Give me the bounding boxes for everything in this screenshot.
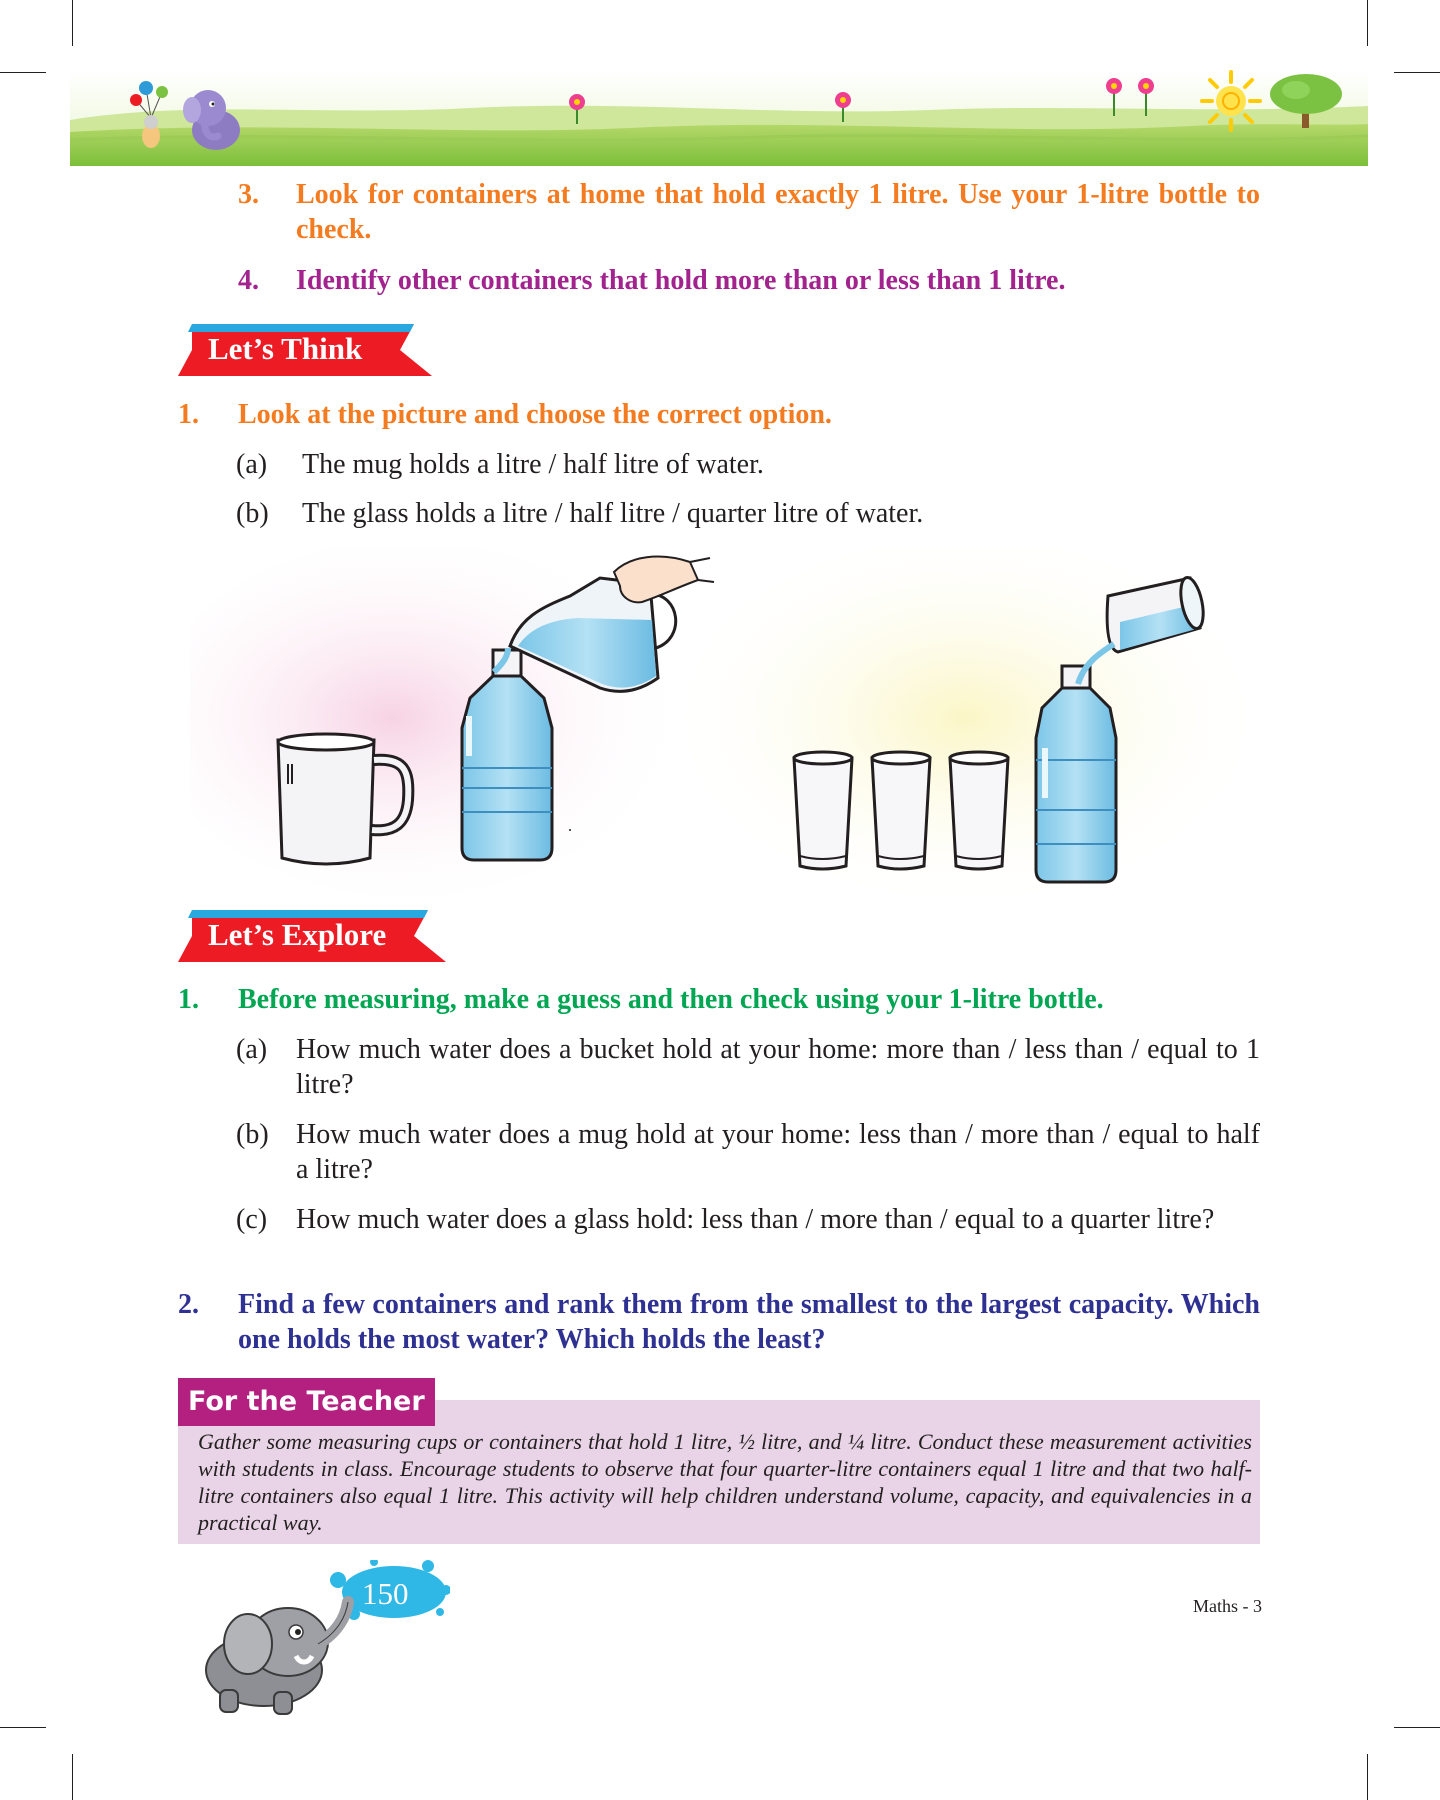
option-label: (c) xyxy=(236,1204,268,1235)
option-text: How much water does a glass hold: less than / more than / equal to a quarter litre? xyxy=(296,1204,1215,1235)
hand-icon xyxy=(614,557,714,603)
water-illustration xyxy=(190,548,1260,908)
crop-mark xyxy=(0,72,46,73)
question-text: Identify other containers that hold more than or less than 1 litre. xyxy=(296,265,1066,296)
elephant-mascot-icon xyxy=(178,1560,450,1720)
option-text: How much water does a mug hold at your home: less than / more than / equal to half a litre? xyxy=(296,1119,1260,1185)
option-label: (a) xyxy=(236,1034,268,1065)
elephant-icon xyxy=(176,84,256,156)
explore-question-2 xyxy=(178,1287,1260,1359)
glass-icon xyxy=(950,752,1008,869)
question-text: Before measuring, make a guess and then check using your 1-litre bottle. xyxy=(238,984,1104,1015)
question-text: Find a few containers and rank them from the smallest to the largest capacity. Which one holds the most water? Which holds the least? xyxy=(238,1289,1260,1355)
page-number: 150 xyxy=(362,1576,409,1611)
sun-icon xyxy=(1200,70,1262,132)
explore-question-1 xyxy=(178,982,1260,1018)
question-3 xyxy=(238,177,1260,249)
question-4 xyxy=(238,263,1260,299)
question-text: Look for containers at home that hold exactly 1 litre. Use your 1-litre bottle to check. xyxy=(296,179,1260,245)
flower-icon xyxy=(832,90,854,122)
lets-think-label: Let’s Think xyxy=(208,331,363,366)
crop-mark xyxy=(72,0,73,46)
glass-icon xyxy=(872,752,930,869)
question-number: 3. xyxy=(238,179,259,210)
teacher-note-label: For the Teacher xyxy=(178,1378,435,1426)
option-text: How much water does a bucket hold at your home: more than / less than / equal to 1 litre? xyxy=(296,1034,1260,1100)
think-option-a xyxy=(236,447,1260,483)
crop-mark xyxy=(1367,1754,1368,1800)
option-text: The mug holds a litre / half litre of water. xyxy=(302,449,764,480)
option-label: (a) xyxy=(236,449,268,480)
teacher-note-text: Gather some measuring cups or containers that hold 1 litre, ½ litre, and ¼ litre. Conduct these measurement activities with students in class. Encourage students to observe that four quarter-litre containers equal 1 litre and that two half-litre containers also equal 1 litre. This activity will help children understand volume, capacity, and equivalencies in a practical way. xyxy=(198,1429,1252,1535)
option-text: The glass holds a litre / half litre / quarter litre of water. xyxy=(302,498,924,529)
question-number: 4. xyxy=(238,265,259,296)
question-text: Look at the picture and choose the correct option. xyxy=(238,399,832,430)
question-number: 2. xyxy=(178,1289,199,1320)
glass-icon xyxy=(794,752,852,869)
explore-option-b xyxy=(236,1117,1260,1189)
header-banner xyxy=(70,70,1368,166)
crop-mark xyxy=(1394,72,1440,73)
option-label: (b) xyxy=(236,1119,269,1150)
lets-explore-label: Let’s Explore xyxy=(208,917,387,952)
think-option-b xyxy=(236,496,1260,532)
explore-option-a xyxy=(236,1032,1260,1104)
crop-mark xyxy=(72,1754,73,1800)
option-label: (b) xyxy=(236,498,269,529)
question-number: 1. xyxy=(178,399,199,430)
crop-mark xyxy=(1367,0,1368,46)
crop-mark xyxy=(0,1727,46,1728)
question-number: 1. xyxy=(178,984,199,1015)
footer-subject: Maths - 3 xyxy=(1193,1596,1262,1616)
crop-mark xyxy=(1394,1727,1440,1728)
tree-icon xyxy=(1266,70,1346,128)
flower-icon xyxy=(566,92,588,124)
lets-explore-tag xyxy=(178,910,446,962)
lets-think-tag xyxy=(178,324,432,376)
think-question-1 xyxy=(178,397,1260,433)
balloons-icon xyxy=(126,78,176,156)
flower-icon xyxy=(1100,76,1162,116)
explore-option-c xyxy=(236,1202,1260,1274)
